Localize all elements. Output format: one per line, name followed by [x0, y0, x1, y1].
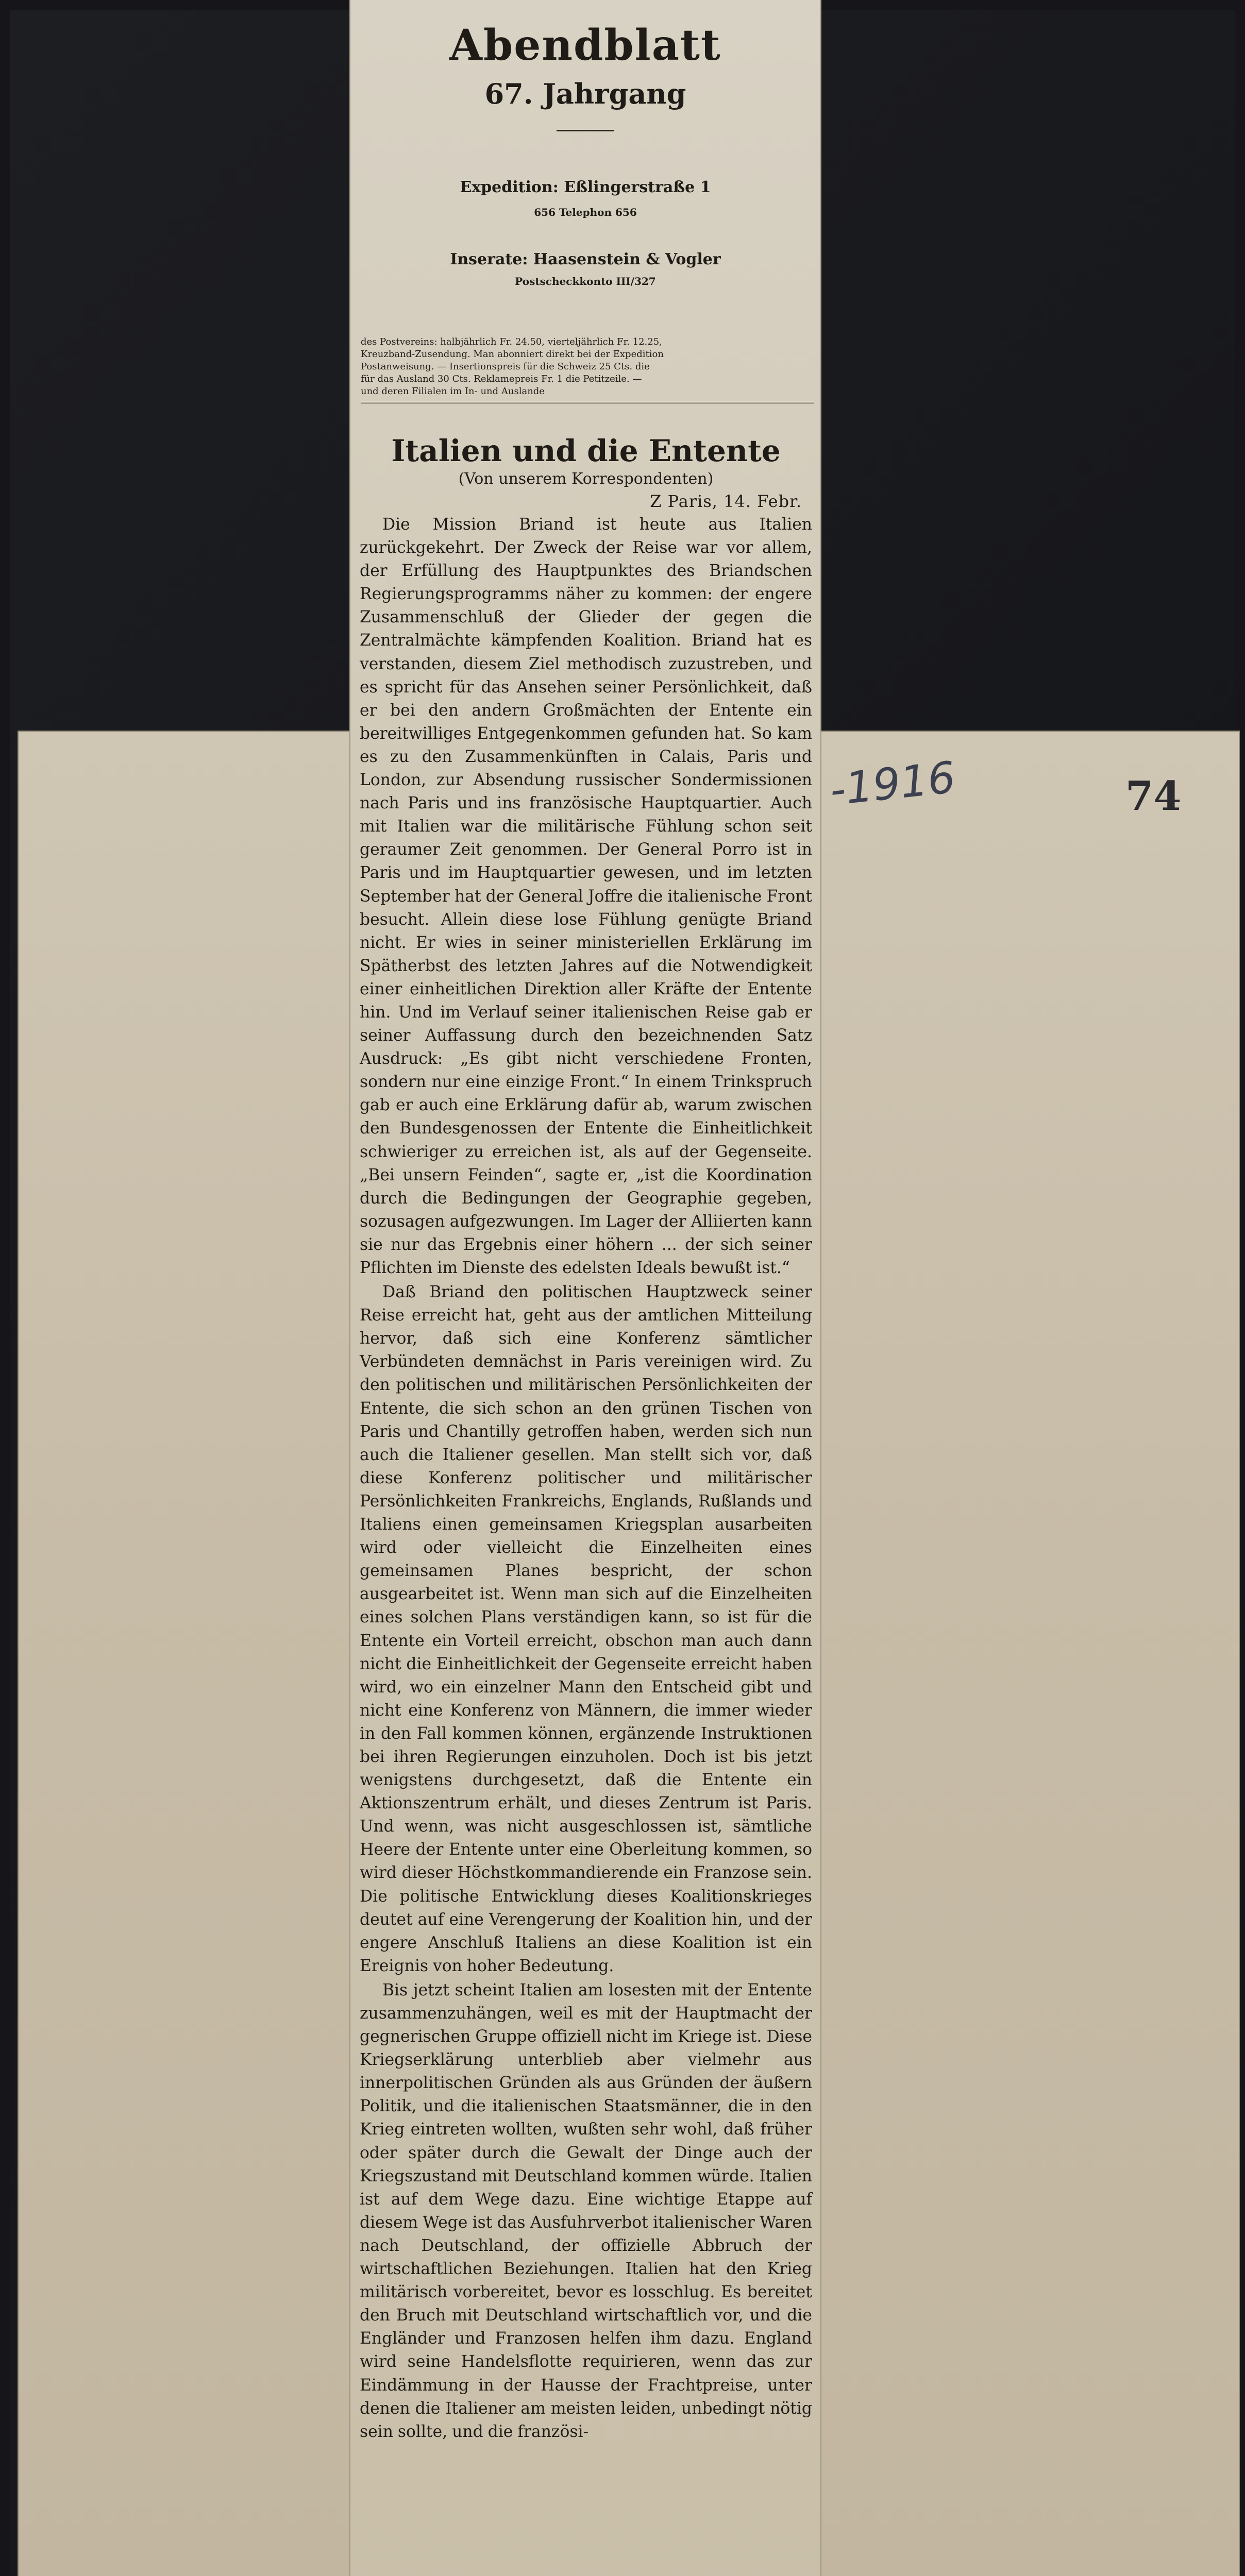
subscription-line: für das Ausland 30 Cts. Reklamepreis Fr. 1 die Petitzeile. — — [361, 374, 642, 384]
masthead-title: Abendblatt — [449, 21, 721, 70]
subscription-line: und deren Filialen im In- und Auslande — [361, 386, 545, 397]
article-dateline: Z Paris, 14. Febr. — [650, 492, 802, 511]
handwritten-page-number: 74 — [1125, 773, 1182, 820]
handwritten-year: -1916 — [827, 752, 958, 816]
article-paragraph: Die Mission Briand ist heute aus Italien zurückgekehrt. Der Zweck der Reise war vor allem, der Erfüllung des Hauptpunktes des Briandschen Regierungsprogramms näher zu kommen: der engere Zusammenschluß der Glieder der gegen die Zentralmächte kämpfenden Koalition. Briand hat es verstanden, diesem Ziel methodisch zuzustreben, und es spricht für das Ansehen seiner Persönlichkeit, daß er bei den andern Großmächten der Entente ein bereitwilliges Entgegenkommen gefunden hat. So kam es zu den Zusammenkünften in Calais, Paris und London, zur Absendung russischer Sondermissionen nach Paris und ins französische Hauptquartier. Auch mit Italien war die militärische Fühlung schon seit geraumer Zeit genommen. Der General Porro ist in Paris und im Hauptquartier gewesen, und im letzten September hat der General Joffre die italienische Front besucht. Allein diese lose Fühlung genügte Briand nicht. Er wies in seiner ministeriellen Erklärung im Spätherbst des letzten Jahres auf die Notwendigkeit einer einheitlichen Direktion aller Kräfte der Entente hin. Und im Verlauf seiner italienischen Reise gab er seiner Auffassung durch den bezeichnenden Satz Ausdruck: „Es gibt nicht verschiedene Fronten, sondern nur eine einzige Front.“ In einem Trinkspruch gab er auch eine Erklärung dafür ab, warum zwischen den Bundesgenossen der Entente die Einheitlichkeit schwieriger zu erreichen ist, als auf der Gegenseite. „Bei unsern Feinden“, sagte er, „ist die Koordination durch die Bedingungen der Geographie gegeben, sozusagen aufgezwungen. Im Lager der Alliierten kann sie nur das Ergebnis einer höhern ... der sich seiner Pflichten im Dienste des edelsten Ideals bewußt ist.“ — [360, 515, 812, 1277]
article-paragraph: Bis jetzt scheint Italien am losesten mit der Entente zusammenzuhängen, weil es mit der Hauptmacht der gegnerischen Gruppe offiziell nicht im Kriege ist. Diese Kriegserklärung unterblieb aber vielmehr aus innerpolitischen Gründen als aus Gründen der äußern Politik, und die italienischen Staatsmänner, die in den Krieg eintreten wollten, wußten sehr wohl, daß früher oder später durch die Gewalt der Dinge auch der Kriegszustand mit Deutschland kommen würde. Italien ist auf dem Wege dazu. Eine wichtige Etappe auf diesem Wege ist das Ausfuhrverbot italienischer Waren nach Deutschland, der offizielle Abbruch der wirtschaftlichen Beziehungen. Italien hat den Krieg militärisch vorbereitet, bevor es losschlug. Es bereitet den Bruch mit Deutschland wirtschaftlich vor, und die Engländer und Franzosen helfen ihm dazu. England wird seine Handelsflotte requirieren, wenn das zur Eindämmung in der Hausse der Frachtpreise, unter denen die Italiener am meisten leiden, unbedingt nötig sein sollte, und die französi- — [360, 1980, 812, 2441]
article-byline: (Von unserem Korrespondenten) — [458, 470, 714, 488]
article — [360, 433, 812, 2444]
subscription-line: des Postvereins: halbjährlich Fr. 24.50, vierteljährlich Fr. 12.25, — [361, 336, 662, 347]
masthead-expedition: Expedition: Eßlingerstraße 1 — [460, 178, 711, 196]
subscription-line: Postanweisung. — Insertionspreis für die Schweiz 25 Cts. die — [361, 361, 650, 372]
masthead-volume: 67. Jahrgang — [484, 77, 686, 110]
article-body — [360, 513, 812, 2444]
article-title: Italien und die Entente — [391, 433, 781, 468]
masthead-telephone: 656 Telephon 656 — [534, 206, 637, 218]
masthead-postcheck: Postscheckkonto III/327 — [515, 275, 656, 287]
masthead-rule — [557, 130, 614, 131]
subscription-line: Kreuzband-Zusendung. Man abonniert direkt bei der Expedition — [361, 349, 664, 360]
subscription-info — [361, 336, 814, 403]
newspaper-clipping — [350, 0, 820, 2576]
masthead — [350, 0, 820, 309]
article-paragraph: Daß Briand den politischen Hauptzweck seiner Reise erreicht hat, geht aus der amtlichen Mitteilung hervor, daß sich eine Konferenz sämtlicher Verbündeten demnächst in Paris vereinigen wird. Zu den politischen und militärischen Persönlichkeiten der Entente, die sich schon an den grünen Tischen von Paris und Chantilly getroffen haben, werden sich nun auch die Italiener gesellen. Man stellt sich vor, daß diese Konferenz politischer und militärischer Persönlichkeiten Frankreichs, Englands, Rußlands und Italiens einen gemeinsamen Kriegsplan ausarbeiten wird oder vielleicht die Einzelheiten eines gemeinsamen Planes bespricht, der schon ausgearbeitet ist. Wenn man sich auf die Einzelheiten eines solchen Plans verständigen kann, so ist für die Entente ein Vorteil erreicht, obschon man auch dann nicht die Einheitlichkeit der Gegenseite erreicht haben wird, wo ein einzelner Mann den Entscheid gibt und nicht eine Konferenz von Männern, die immer wieder in den Fall kommen können, ergänzende Instruktionen bei ihren Regierungen einzuholen. Doch ist bis jetzt wenigstens durchgesetzt, daß die Entente ein Aktionszentrum erhält, und dieses Zentrum ist Paris. Und wenn, was nicht ausgeschlossen ist, sämtliche Heere der Entente unter eine Oberleitung kommen, so wird dieser Höchstkommandierende ein Franzose sein. Die politische Entwicklung dieses Koalitionskrieges deutet auf eine Verengerung der Koalition hin, und der engere Anschluß Italiens an diese Koalition ist ein Ereignis von hoher Bedeutung. — [360, 1283, 812, 1975]
masthead-inserate: Inserate: Haasenstein & Vogler — [450, 250, 721, 268]
